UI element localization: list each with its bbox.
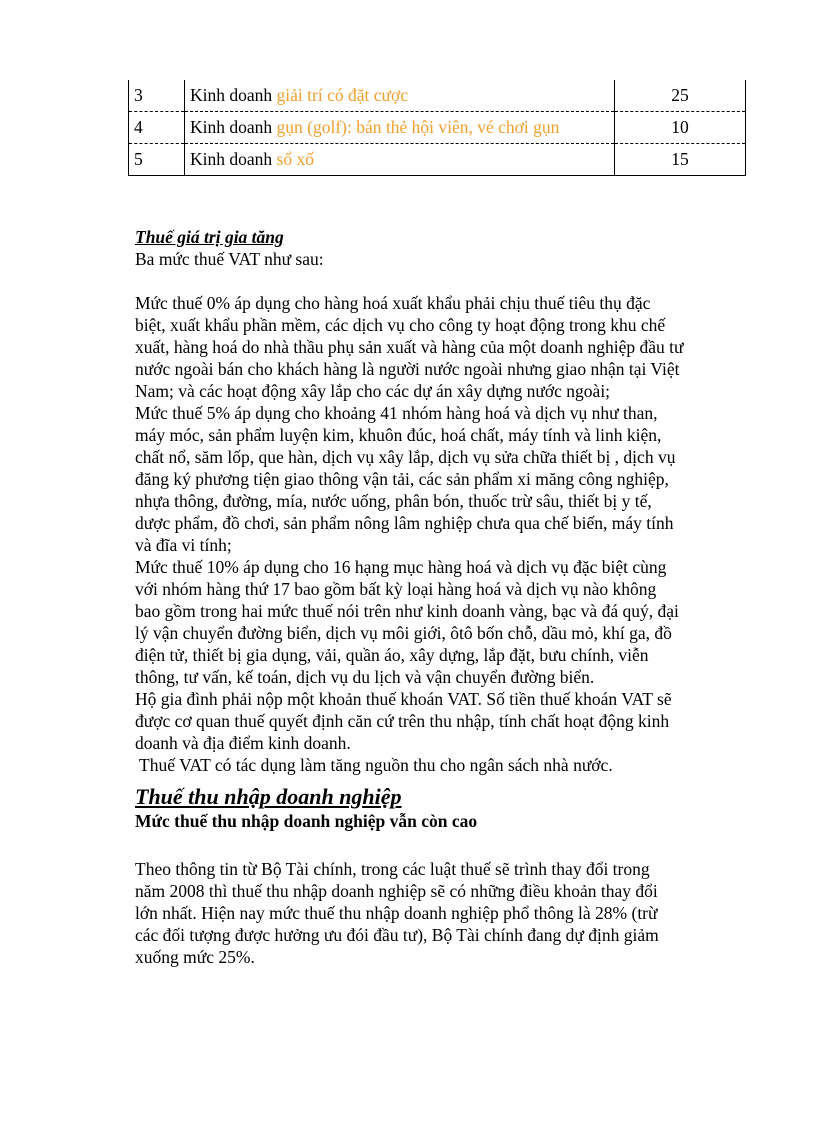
- row-highlight: sổ xố: [276, 149, 314, 169]
- table-row: [129, 80, 746, 112]
- vat-line: được cơ quan thuế quyết định căn cứ trên thu nhập, tính chất hoạt động kinh: [135, 711, 670, 731]
- row-rate: 10: [615, 112, 746, 144]
- vat-line: đăng ký phương tiện giao thông vận tải, các sản phẩm xi măng công nghiệp,: [135, 469, 669, 489]
- cit-heading: Thuế thu nhập doanh nghiệp: [135, 784, 402, 809]
- vat-line: lý vận chuyển đường biển, dịch vụ môi giới, ôtô bốn chỗ, dầu mỏ, khí ga, đồ: [135, 623, 672, 643]
- vat-line: chất nổ, săm lốp, que hàn, dịch vụ xây lắp, dịch vụ sửa chữa thiết bị , dịch vụ: [135, 447, 676, 467]
- row-number: 3: [129, 80, 185, 112]
- vat-heading: Thuế giá trị gia tăng: [135, 227, 284, 247]
- cit-line: lớn nhất. Hiện nay mức thuế thu nhập doanh nghiệp phổ thông là 28% (trừ: [135, 903, 658, 923]
- vat-line: Thuế VAT có tác dụng làm tăng nguồn thu cho ngân sách nhà nước.: [135, 755, 613, 775]
- row-rate: 15: [615, 144, 746, 176]
- vat-intro: Ba mức thuế VAT như sau:: [135, 249, 324, 269]
- row-highlight: gụn (golf): bán thẻ hội viên, vé chơi gụn: [276, 117, 560, 137]
- row-description: [185, 144, 615, 176]
- vat-line: Mức thuế 0% áp dụng cho hàng hoá xuất khẩu phải chịu thuế tiêu thụ đặc: [135, 293, 651, 313]
- cit-line: xuống mức 25%.: [135, 947, 255, 967]
- row-number: 5: [129, 144, 185, 176]
- blank-line: [135, 270, 735, 292]
- vat-line: bao gồm trong hai mức thuế nói trên như kinh doanh vàng, bạc và đá quý, đại: [135, 601, 679, 621]
- cit-subheading: Mức thuế thu nhập doanh nghiệp vẫn còn cao: [135, 811, 478, 831]
- vat-line: Hộ gia đình phải nộp một khoản thuế khoán VAT. Số tiền thuế khoán VAT sẽ: [135, 689, 672, 709]
- row-number: 4: [129, 112, 185, 144]
- vat-line: biệt, xuất khẩu phần mềm, các dịch vụ cho công ty hoạt động trong khu chế: [135, 315, 666, 335]
- row-description: [185, 80, 615, 112]
- vat-line: thông, tư vấn, kế toán, dịch vụ du lịch và vận chuyển đường biển.: [135, 667, 595, 687]
- vat-line: với nhóm hàng thứ 17 bao gồm bất kỳ loại hàng hoá và dịch vụ nào không: [135, 579, 657, 599]
- table-row: [129, 112, 746, 144]
- row-prefix: Kinh doanh: [190, 117, 273, 137]
- vat-line: điện tử, thiết bị gia dụng, vải, quần áo, xây dựng, lắp đặt, bưu chính, viễn: [135, 645, 649, 665]
- vat-line: và đĩa vi tính;: [135, 535, 232, 555]
- vat-line: nước ngoài bán cho khách hàng là người nước ngoài nhưng giao nhận tại Việt: [135, 359, 680, 379]
- row-prefix: Kinh doanh: [190, 149, 273, 169]
- vat-line: máy móc, sản phẩm luyện kim, khuôn đúc, hoá chất, máy tính và linh kiện,: [135, 425, 662, 445]
- cit-section: [135, 784, 735, 968]
- row-description: [185, 112, 615, 144]
- vat-line: xuất, hàng hoá do nhà thầu phụ sản xuất và hàng của một doanh nghiệp đầu tư: [135, 337, 684, 357]
- vat-line: Nam; và các hoạt động xây lắp cho các dự án xây dựng nước ngoài;: [135, 381, 611, 401]
- cit-line: các đối tượng được hưởng ưu đói đầu tư), Bộ Tài chính đang dự định giảm: [135, 925, 659, 945]
- vat-line: dược phẩm, đồ chơi, sản phẩm nông lâm nghiệp chưa qua chế biến, máy tính: [135, 513, 674, 533]
- row-highlight: giải trí có đặt cược: [276, 85, 408, 105]
- vat-section: [135, 226, 735, 776]
- vat-line: Mức thuế 5% áp dụng cho khoảng 41 nhóm hàng hoá và dịch vụ như than,: [135, 403, 658, 423]
- table-row: [129, 144, 746, 176]
- cit-line: năm 2008 thì thuế thu nhập doanh nghiệp sẽ có những điều khoản thay đổi: [135, 881, 658, 901]
- row-prefix: Kinh doanh: [190, 85, 273, 105]
- tax-rate-table: [128, 80, 746, 176]
- cit-line: Theo thông tin từ Bộ Tài chính, trong các luật thuế sẽ trình thay đổi trong: [135, 859, 650, 879]
- vat-line: doanh và địa điểm kinh doanh.: [135, 733, 351, 753]
- blank-line: [135, 832, 735, 858]
- vat-line: Mức thuế 10% áp dụng cho 16 hạng mục hàng hoá và dịch vụ đặc biệt cùng: [135, 557, 667, 577]
- vat-line: nhựa thông, đường, mía, nước uống, phân bón, thuốc trừ sâu, thiết bị y tế,: [135, 491, 652, 511]
- vat-body: [135, 292, 735, 776]
- row-rate: 25: [615, 80, 746, 112]
